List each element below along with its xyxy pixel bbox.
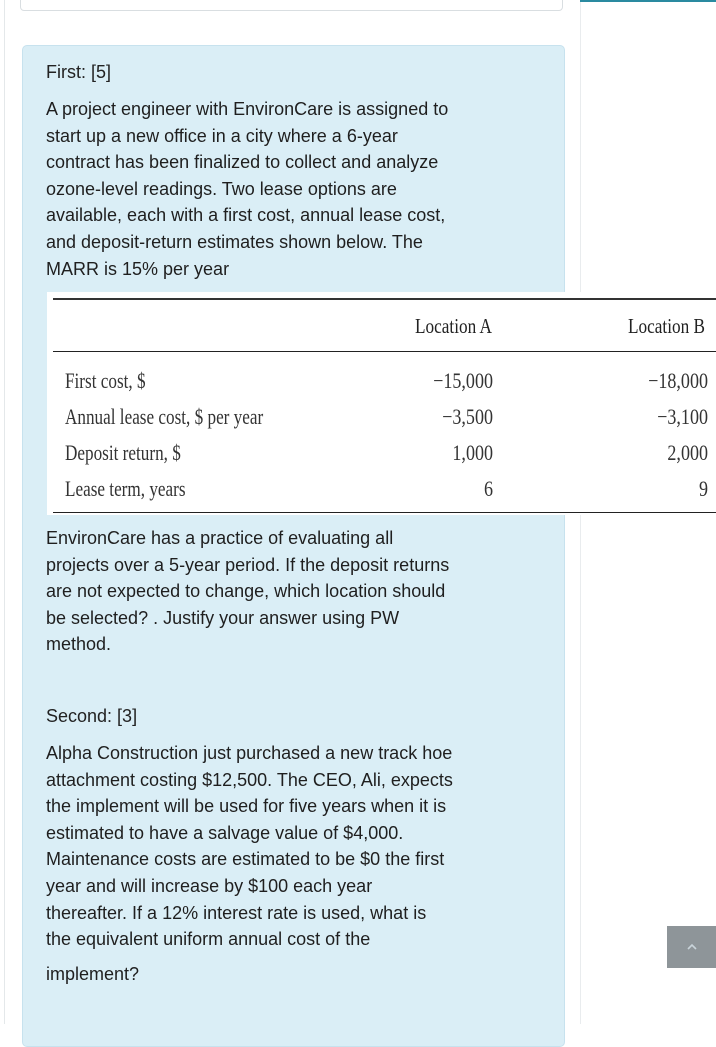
cell-annual-lease-a: −3,500 bbox=[442, 404, 493, 429]
prompt-line: be selected? . Justify your answer using PW bbox=[46, 607, 400, 628]
intro-line: ozone-level readings. Two lease options are bbox=[46, 178, 397, 199]
intro-line: A project engineer with EnvironCare is assigned to bbox=[46, 99, 449, 119]
cell-deposit-return-a: 1,000 bbox=[452, 440, 493, 465]
prompt-line: projects over a 5-year period. If the deposit returns bbox=[46, 554, 450, 575]
prompt-line: method. bbox=[46, 634, 112, 655]
intro-line: start up a new office in a city where a 6-year bbox=[46, 125, 398, 146]
intro-line: contract has been finalized to collect and analyze bbox=[46, 152, 439, 173]
first-question-prompt bbox=[46, 525, 506, 658]
cell-lease-term-b: 9 bbox=[698, 476, 708, 501]
cell-annual-lease-b: −3,100 bbox=[657, 404, 708, 429]
body-line: estimated to have a salvage value of $4,000. bbox=[46, 822, 404, 843]
body-line: year and will increase by $100 each year bbox=[46, 875, 373, 896]
row-label-deposit-return: Deposit return, $ bbox=[65, 440, 181, 465]
cell-lease-term-a: 6 bbox=[483, 476, 493, 501]
body-line: the implement will be used for five years when it is bbox=[46, 796, 447, 817]
second-question-last-line: implement? bbox=[46, 964, 140, 984]
intro-line: MARR is 15% per year bbox=[46, 258, 230, 279]
cell-first-cost-b: −18,000 bbox=[648, 368, 708, 393]
page-left-border bbox=[4, 0, 5, 1024]
lease-options-table bbox=[47, 292, 716, 515]
prompt-line: EnvironCare has a practice of evaluating all bbox=[46, 528, 394, 548]
column-header-location-b: Location B bbox=[628, 314, 706, 338]
second-question-body bbox=[46, 740, 506, 953]
cell-first-cost-a: −15,000 bbox=[433, 368, 493, 393]
column-header-location-a: Location A bbox=[415, 314, 493, 338]
body-line: attachment costing $12,500. The CEO, Ali, expects bbox=[46, 769, 453, 790]
body-line: thereafter. If a 12% interest rate is used, what is bbox=[46, 902, 427, 923]
first-question-intro bbox=[46, 96, 506, 282]
intro-line: available, each with a first cost, annual lease cost, bbox=[46, 205, 446, 226]
previous-card bbox=[20, 0, 563, 11]
table-bottom-rule bbox=[53, 512, 716, 513]
row-label-first-cost: First cost, $ bbox=[65, 368, 146, 393]
first-question-heading: First: [5] bbox=[46, 62, 112, 82]
body-line: the equivalent uniform annual cost of the bbox=[46, 929, 371, 950]
body-line: Maintenance costs are estimated to be $0 the first bbox=[46, 849, 445, 870]
cell-deposit-return-b: 2,000 bbox=[667, 440, 708, 465]
second-question-heading: Second: [3] bbox=[46, 706, 138, 726]
table-top-rule bbox=[53, 298, 716, 300]
header-rule bbox=[53, 351, 716, 352]
body-line: Alpha Construction just purchased a new track hoe bbox=[46, 743, 453, 763]
chevron-up-icon bbox=[686, 943, 698, 951]
row-label-lease-term: Lease term, years bbox=[65, 476, 186, 501]
prompt-line: are not expected to change, which location should bbox=[46, 581, 446, 602]
top-accent-bar bbox=[580, 0, 716, 2]
intro-line: and deposit-return estimates shown below. The bbox=[46, 231, 423, 252]
scroll-to-top-button[interactable] bbox=[667, 926, 716, 968]
row-label-annual-lease-cost: Annual lease cost, $ per year bbox=[65, 404, 264, 429]
